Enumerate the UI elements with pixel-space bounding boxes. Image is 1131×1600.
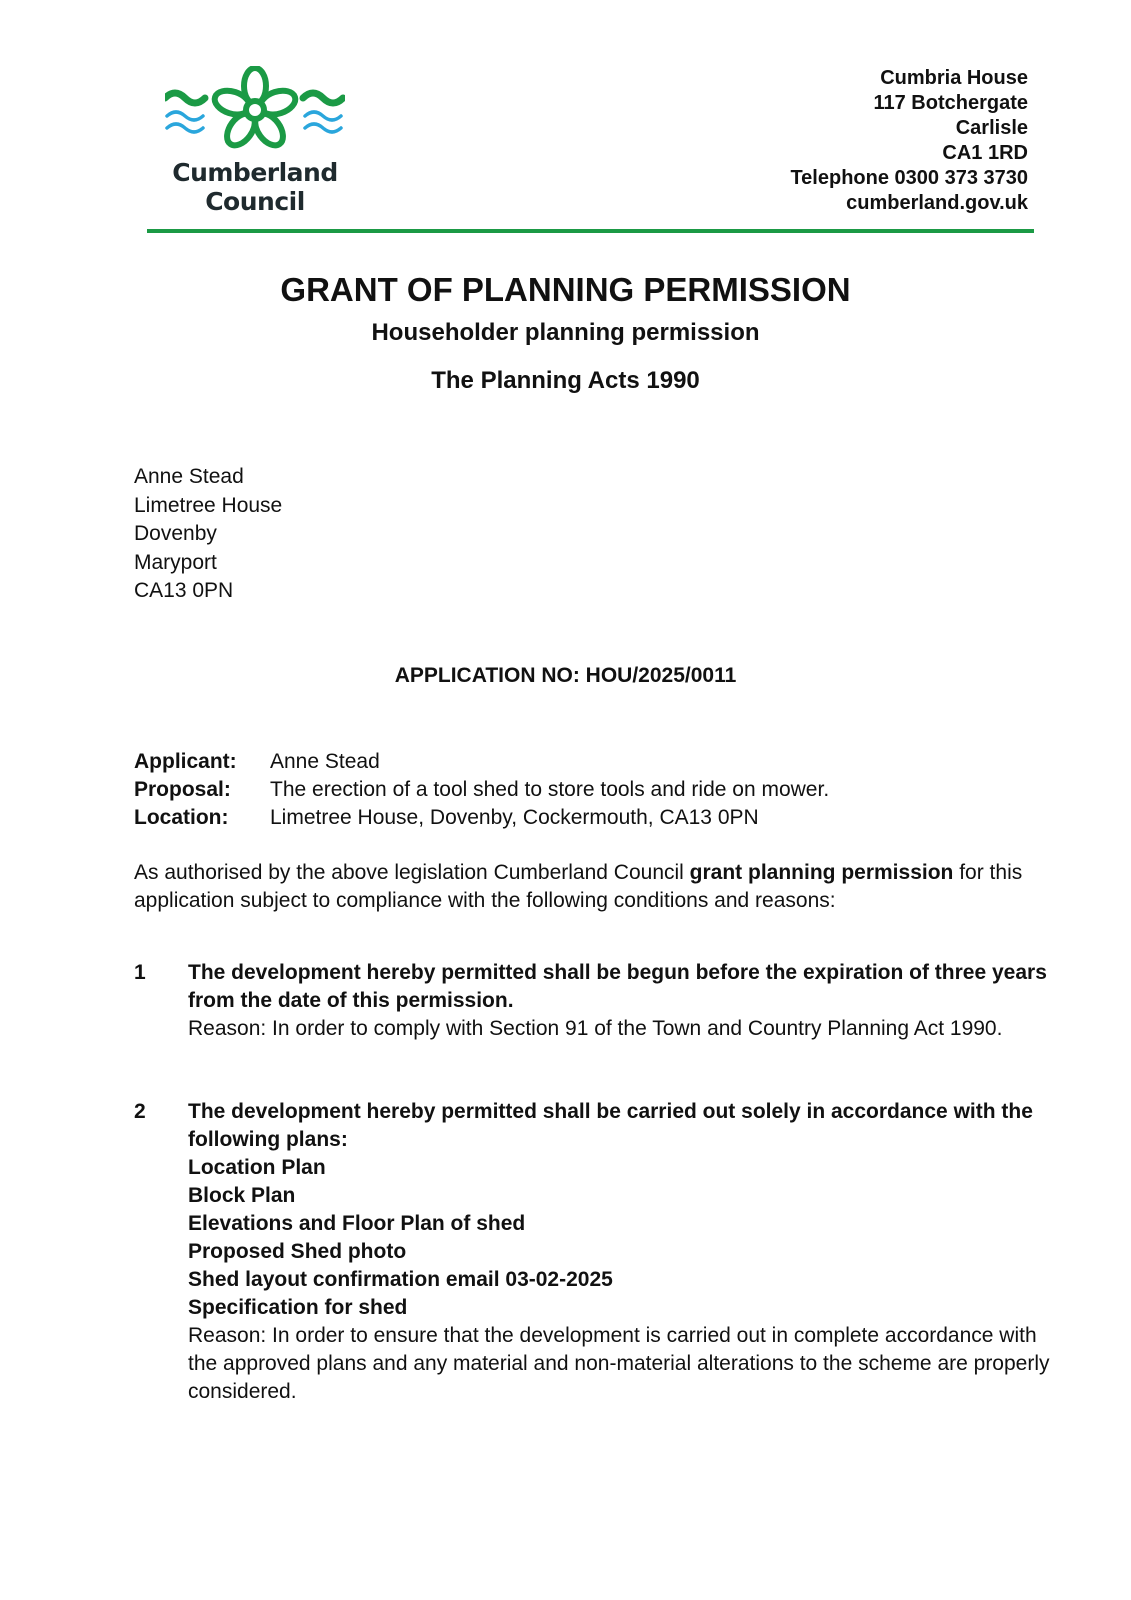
condition-heading: The development hereby permitted shall be carried out solely in accordance with the following plans: — [188, 1100, 1033, 1151]
recipient-village: Dovenby — [134, 522, 217, 545]
recipient-house: Limetree House — [134, 493, 283, 517]
council-logo — [165, 66, 345, 216]
address-website: cumberland.gov.uk — [846, 192, 1028, 214]
approved-plan-item: Elevations and Floor Plan of shed — [188, 1212, 526, 1235]
page-subtitle: Householder planning permission — [371, 319, 760, 346]
address-building: Cumbria House — [880, 67, 1028, 89]
recipient-town: Maryport — [134, 550, 217, 574]
condition-body — [188, 1098, 1054, 1406]
recipient-postcode: CA13 0PN — [134, 579, 234, 602]
detail-row-location — [134, 804, 829, 832]
detail-label: Applicant: — [134, 750, 237, 773]
approved-plan-item: Proposed Shed photo — [188, 1240, 407, 1263]
condition-reason: Reason: In order to comply with Section 91 of the Town and Country Planning Act 1990. — [188, 1017, 1003, 1040]
approved-plan-item: Location Plan — [188, 1156, 326, 1179]
application-number: APPLICATION NO: HOU/2025/0011 — [394, 664, 737, 687]
approved-plan-item: Block Plan — [188, 1184, 296, 1207]
recipient-address — [134, 463, 282, 606]
condition-1 — [134, 959, 1054, 1043]
address-street: 117 Botchergate — [873, 92, 1028, 114]
approved-plan-item: Specification for shed — [188, 1296, 408, 1319]
address-city: Carlisle — [955, 117, 1028, 139]
detail-row-proposal — [134, 776, 829, 804]
logo-line-1: Cumberland — [172, 158, 338, 187]
detail-value: The erection of a tool shed to store tools and ride on mower. — [270, 778, 830, 801]
page-title: GRANT OF PLANNING PERMISSION — [280, 271, 851, 308]
condition-number: 2 — [134, 1100, 146, 1123]
logo-line-2: Council — [205, 187, 305, 216]
address-postcode: CA1 1RD — [942, 142, 1028, 164]
council-address — [790, 66, 1028, 216]
detail-label: Location: — [134, 806, 229, 829]
detail-row-applicant — [134, 748, 829, 776]
recipient-name: Anne Stead — [134, 465, 244, 488]
intro-text-after: for this application subject to compliance with the following conditions and reasons: — [134, 861, 1023, 912]
condition-body — [188, 959, 1054, 1043]
legislation-title: The Planning Acts 1990 — [431, 367, 700, 394]
approved-plan-item: Shed layout confirmation email 03-02-2025 — [188, 1268, 613, 1291]
detail-label: Proposal: — [134, 778, 231, 801]
intro-text-bold: grant planning permission — [689, 861, 954, 884]
condition-reason: Reason: In order to ensure that the development is carried out in complete accordance with the approved plans and any material and non-material alterations to the scheme are properly considered. — [188, 1324, 1050, 1403]
header-divider — [147, 229, 1034, 233]
condition-2 — [134, 1098, 1054, 1406]
authorisation-paragraph — [134, 859, 1044, 915]
intro-text-before: As authorised by the above legislation Cumberland Council — [134, 861, 690, 884]
address-telephone: Telephone 0300 373 3730 — [790, 167, 1028, 189]
condition-number: 1 — [134, 961, 146, 984]
detail-value: Anne Stead — [270, 750, 380, 773]
application-details — [134, 748, 829, 832]
condition-heading: The development hereby permitted shall be begun before the expiration of three years from the date of this permission. — [188, 961, 1047, 1012]
logo-wordmark — [165, 158, 345, 216]
flower-waves-icon — [165, 66, 345, 158]
detail-value: Limetree House, Dovenby, Cockermouth, CA13 0PN — [270, 806, 759, 829]
